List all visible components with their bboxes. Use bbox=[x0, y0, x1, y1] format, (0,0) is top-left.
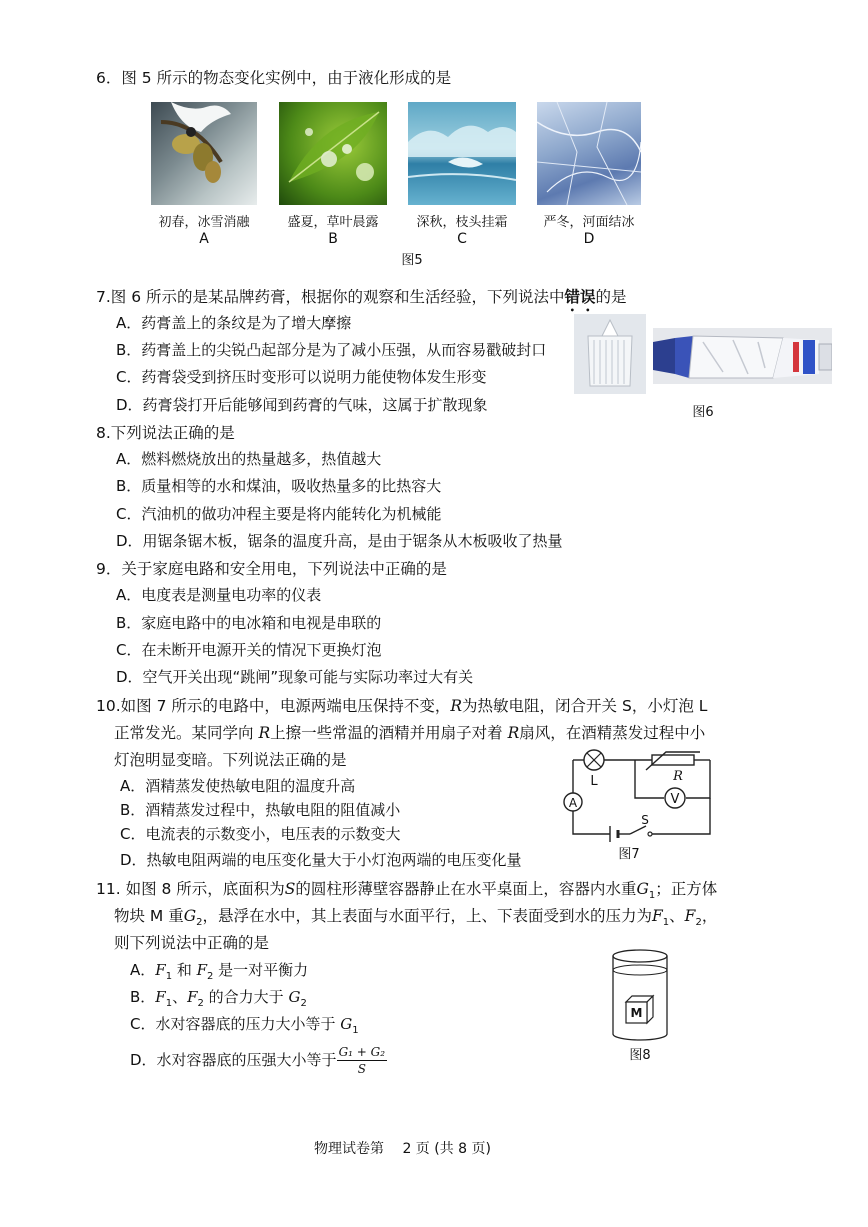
circuit-lamp-label: L bbox=[590, 774, 598, 789]
q7-stem-emphasis: 错误 bbox=[564, 288, 596, 306]
q9-option-c: C．在未断开电源开关的情况下更换灯泡 bbox=[116, 641, 382, 659]
q6-letter-c: C bbox=[457, 231, 467, 247]
q11-option-c: C．水对容器底的压力大小等于 $G_1$ bbox=[130, 1015, 359, 1036]
figure-7-label: 图7 bbox=[618, 847, 640, 862]
q7-option-c: C．药膏袋受到挤压时变形可以说明力能使物体发生形变 bbox=[116, 368, 487, 386]
q11-stem-line3: 则下列说法中正确的是 bbox=[114, 934, 270, 952]
q8-stem: 8.下列说法正确的是 bbox=[96, 424, 235, 442]
figure-8-container-diagram bbox=[606, 946, 674, 1046]
q7-option-d: D．药膏袋打开后能够闻到药膏的气味，这属于扩散现象 bbox=[116, 396, 488, 414]
q8-option-c: C．汽油机的做功冲程主要是将内能转化为机械能 bbox=[116, 505, 442, 523]
q9-stem: 9．关于家庭电路和安全用电，下列说法中正确的是 bbox=[96, 560, 447, 578]
figure-8-label: 图8 bbox=[629, 1048, 651, 1063]
circuit-switch-label: S bbox=[641, 813, 649, 827]
q6-caption-d: 严冬，河面结冰 bbox=[543, 215, 635, 230]
q6-caption-a: 初春，冰雪消融 bbox=[158, 215, 250, 230]
circuit-resistor-label: R bbox=[673, 769, 683, 784]
q11-option-b: B．$F_1$、$F_2$ 的合力大于 $G_2$ bbox=[130, 988, 307, 1009]
circuit-voltmeter-label: V bbox=[670, 792, 680, 807]
q7-stem: 7.图 6 所示的是某品牌药膏，根据你的观察和生活经验，下列说法中错误的是 bbox=[96, 288, 627, 306]
q10-option-b: B．酒精蒸发过程中，热敏电阻的阻值减小 bbox=[120, 801, 401, 819]
q6-letter-d: D bbox=[583, 231, 595, 247]
q10-stem-line3: 灯泡明显变暗。下列说法正确的是 bbox=[114, 751, 347, 769]
q6-image-d-frozen-river bbox=[537, 102, 641, 205]
circuit-ammeter-label: A bbox=[568, 796, 578, 810]
q10-option-d: D．热敏电阻两端的电压变化量大于小灯泡两端的电压变化量 bbox=[120, 851, 522, 869]
q7-option-a: A．药膏盖上的条纹是为了增大摩擦 bbox=[116, 314, 352, 332]
q8-option-a: A．燃料燃烧放出的热量越多，热值越大 bbox=[116, 450, 382, 468]
q6-stem: 6．图 5 所示的物态变化实例中，由于液化形成的是 bbox=[96, 69, 452, 87]
q8-option-b: B．质量相等的水和煤油，吸收热量多的比热容大 bbox=[116, 477, 442, 495]
q11-stem-line1: 11. 如图 8 所示，底面积为S的圆柱形薄壁容器静止在水平桌面上，容器内水重$G_1$；正方体 bbox=[96, 880, 718, 902]
figure-7-circuit-diagram bbox=[560, 748, 720, 844]
q11-option-d: D．水对容器底的压强大小等于 $\frac{\text{G₁ + G₂}}{S}$ bbox=[130, 1045, 386, 1076]
q9-option-a: A．电度表是测量电功率的仪表 bbox=[116, 586, 322, 604]
q6-image-a-melting-snow bbox=[151, 102, 257, 205]
q10-option-a: A．酒精蒸发使热敏电阻的温度升高 bbox=[120, 777, 356, 795]
q6-letter-a: A bbox=[199, 231, 209, 247]
q11-stem-line2: 物块 M 重$G_2$，悬浮在水中，其上表面与水面平行，上、下表面受到水的压力为$F_1$、$F_2$， bbox=[114, 907, 718, 929]
q6-image-b-dew-leaves bbox=[279, 102, 387, 205]
q8-option-d: D．用锯条锯木板，锯条的温度升高，是由于锯条从木板吸收了热量 bbox=[116, 532, 563, 550]
q11-option-a: A．$F_1$ 和 $F_2$ 是一对平衡力 bbox=[130, 961, 309, 982]
block-m-label: M bbox=[630, 1006, 643, 1020]
q6-caption-c: 深秋，枝头挂霜 bbox=[416, 215, 508, 230]
q10-stem-line2: 正常发光。某同学向 R上擦一些常温的酒精并用扇子对着 R扇风，在酒精蒸发过程中小 bbox=[114, 724, 706, 742]
page-footer: 物理试卷第 2 页 (共 8 页) bbox=[314, 1141, 491, 1157]
pressure-fraction: $\frac{\text{G₁ + G₂}}{S}$ bbox=[338, 1045, 386, 1076]
q9-option-b: B．家庭电路中的电冰箱和电视是串联的 bbox=[116, 614, 382, 632]
figure-6-tube-cap bbox=[574, 314, 646, 394]
q9-option-d: D．空气开关出现“跳闸”现象可能与实际功率过大有关 bbox=[116, 668, 474, 686]
q10-option-c: C．电流表的示数变小，电压表的示数变大 bbox=[120, 825, 401, 843]
q6-letter-b: B bbox=[328, 231, 338, 247]
figure-6-label: 图6 bbox=[692, 405, 714, 420]
q7-option-b: B．药膏盖上的尖锐凸起部分是为了减小压强，从而容易戳破封口 bbox=[116, 341, 547, 359]
figure-6-ointment-tube bbox=[653, 328, 832, 384]
figure-5-label: 图5 bbox=[401, 253, 423, 268]
q6-image-c-frost-lake bbox=[408, 102, 516, 205]
q10-stem-line1: 10.如图 7 所示的电路中，电源两端电压保持不变，R为热敏电阻，闭合开关 S，小灯泡 L bbox=[96, 697, 708, 715]
q6-caption-b: 盛夏，草叶晨露 bbox=[287, 215, 379, 230]
